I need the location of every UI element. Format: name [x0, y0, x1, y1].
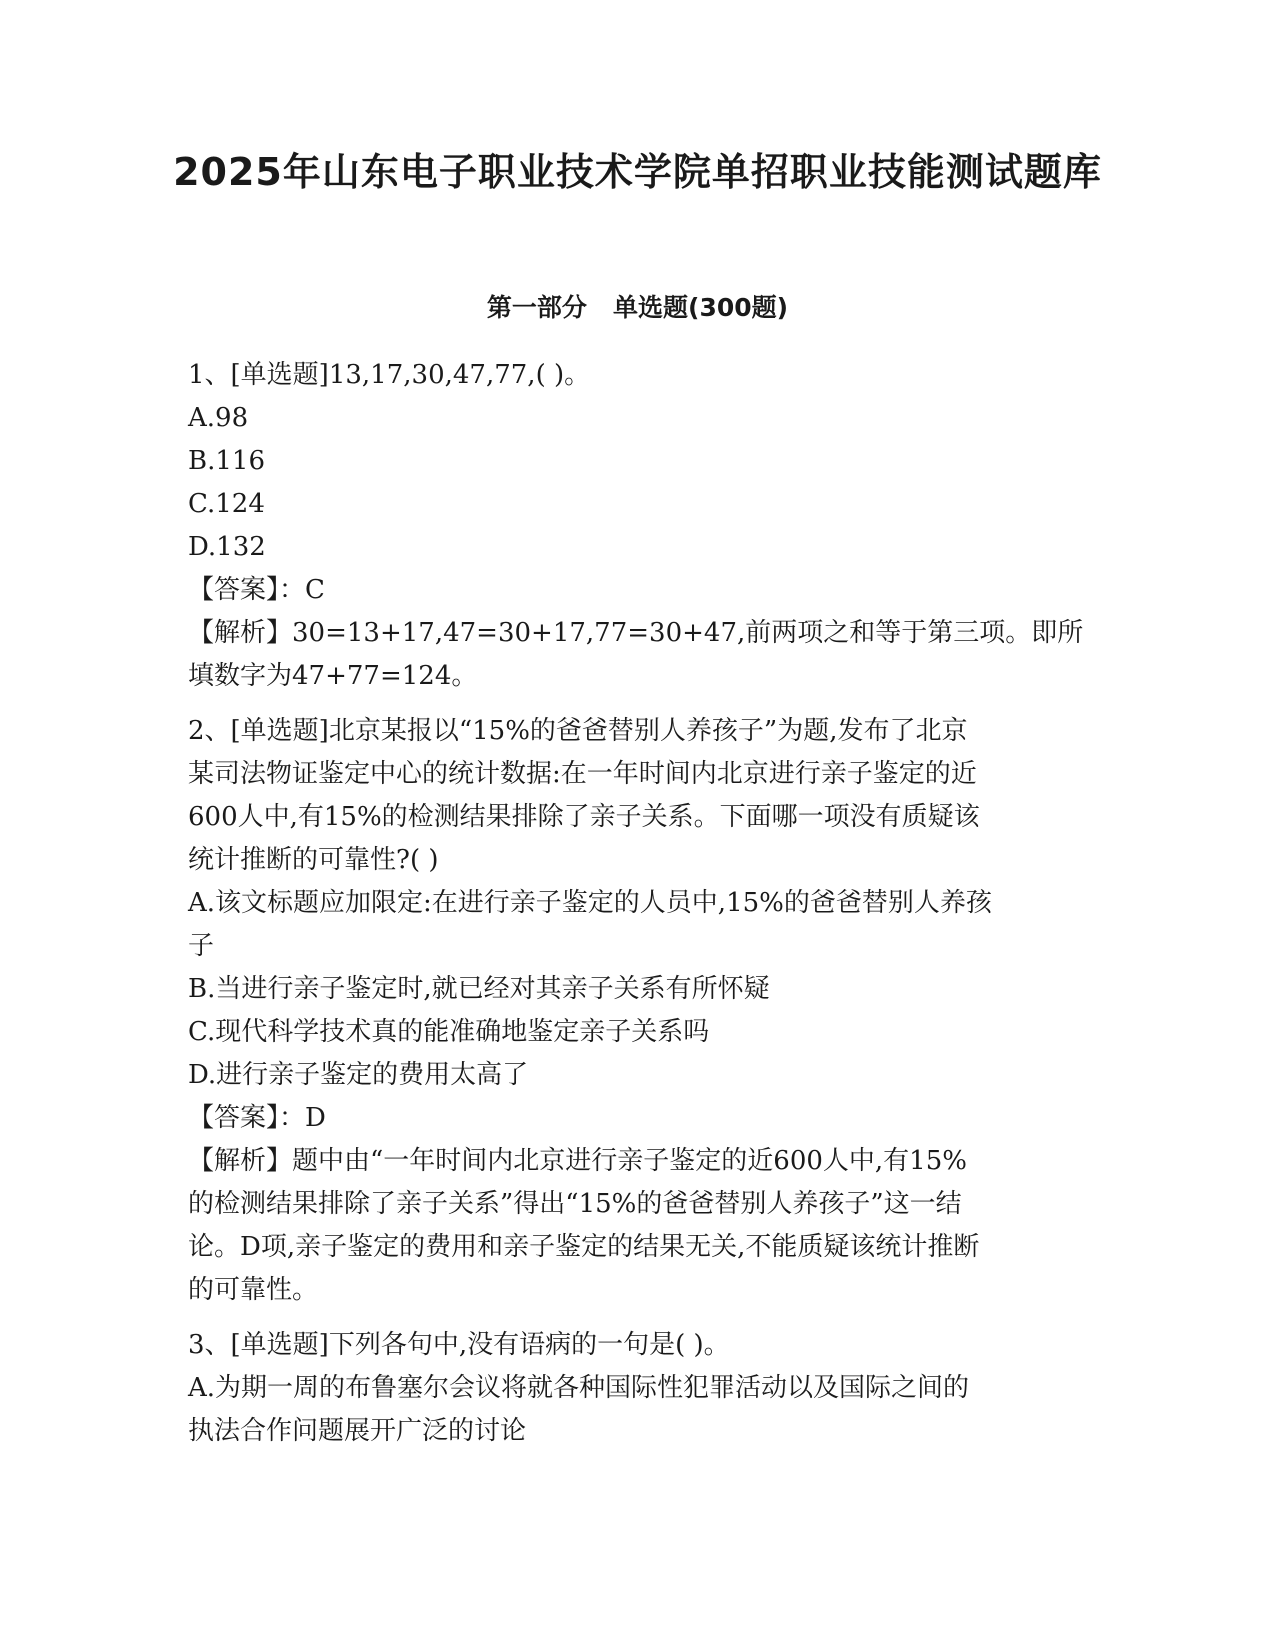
option-a: 子	[188, 931, 215, 961]
question-stem: 某司法物证鉴定中心的统计数据:在一年时间内北京进行亲子鉴定的近	[188, 759, 977, 789]
question-stem: 2、[单选题]北京某报以“15%的爸爸替别人养孩子”为题,发布了北京	[188, 716, 968, 746]
explanation-line: 论。D项,亲子鉴定的费用和亲子鉴定的结果无关,不能质疑该统计推断	[188, 1232, 980, 1262]
question-2	[188, 710, 1088, 1312]
option-b: B.当进行亲子鉴定时,就已经对其亲子关系有所怀疑	[188, 974, 770, 1004]
explanation-line: 填数字为47+77=124。	[188, 661, 478, 691]
option-a: 执法合作问题展开广泛的讨论	[188, 1416, 527, 1446]
document-title: 2025年山东电子职业技术学院单招职业技能测试题库	[173, 150, 1102, 194]
question-stem: 统计推断的可靠性?( )	[188, 845, 439, 875]
question-stem: 600人中,有15%的检测结果排除了亲子关系。下面哪一项没有质疑该	[188, 802, 980, 832]
option-c: C.现代科学技术真的能准确地鉴定亲子关系吗	[188, 1017, 710, 1047]
option-a: A.为期一周的布鲁塞尔会议将就各种国际性犯罪活动以及国际之间的	[188, 1373, 970, 1403]
question-separator	[188, 1312, 1088, 1324]
explanation-line: 【解析】题中由“一年时间内北京进行亲子鉴定的近600人中,有15%	[188, 1146, 967, 1176]
question-separator	[188, 698, 1088, 710]
explanation-line: 【解析】30=13+17,47=30+17,77=30+47,前两项之和等于第三项。即所	[188, 618, 1084, 648]
question-3	[188, 1324, 1088, 1453]
question-1	[188, 354, 1088, 698]
option-a: A.该文标题应加限定:在进行亲子鉴定的人员中,15%的爸爸替别人养孩	[188, 888, 992, 918]
answer: 【答案】：C	[188, 575, 325, 605]
option-d: D.进行亲子鉴定的费用太高了	[188, 1060, 529, 1090]
question-list	[188, 354, 1088, 1453]
question-stem: 1、[单选题]13,17,30,47,77,( )。	[188, 360, 591, 390]
option-c: C.124	[188, 489, 265, 519]
explanation-line: 的可靠性。	[188, 1275, 319, 1305]
option-d: D.132	[188, 532, 266, 562]
answer: 【答案】：D	[188, 1103, 326, 1133]
option-b: B.116	[188, 446, 265, 476]
section-title: 第一部分 单选题(300题)	[486, 293, 789, 322]
question-stem: 3、[单选题]下列各句中,没有语病的一句是( )。	[188, 1330, 730, 1360]
explanation-line: 的检测结果排除了亲子关系”得出“15%的爸爸替别人养孩子”这一结	[188, 1189, 962, 1219]
option-a: A.98	[188, 403, 249, 433]
